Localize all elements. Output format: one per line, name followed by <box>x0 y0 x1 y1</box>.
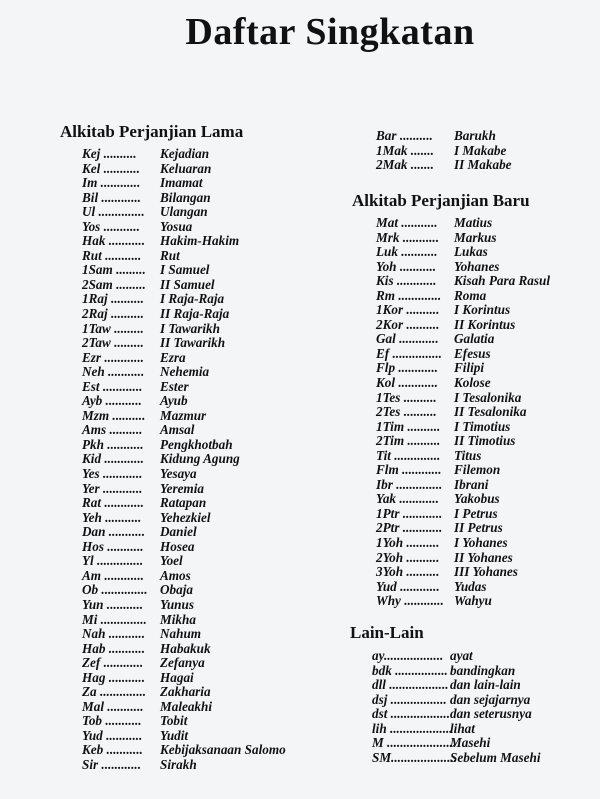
list-item <box>376 302 576 317</box>
full-name: Ester <box>160 378 189 394</box>
full-name: Bilangan <box>160 189 211 205</box>
full-name: II Yohanes <box>454 549 513 565</box>
abbreviation: Ezr ............ <box>82 349 144 365</box>
full-name: dan lain-lain <box>450 677 521 693</box>
list-item <box>376 230 576 245</box>
abbreviation: Ob .............. <box>82 582 148 598</box>
full-name: Nehemia <box>160 364 210 380</box>
list-item <box>376 520 576 535</box>
abbreviation: Yoh ........... <box>376 258 437 274</box>
full-name: Maleakhi <box>160 698 213 714</box>
list-item <box>82 670 322 685</box>
full-name: Kisah Para Rasul <box>454 273 551 289</box>
list-item <box>376 593 576 608</box>
full-name: Wahyu <box>454 593 492 609</box>
list-item <box>82 262 322 277</box>
list-item <box>82 321 322 336</box>
full-name: Hakim-Hakim <box>160 233 240 249</box>
list-item <box>82 291 322 306</box>
full-name: dan seterusnya <box>450 706 532 722</box>
full-name: Kidung Agung <box>160 451 240 467</box>
abbreviation: 2Taw ......... <box>82 335 144 351</box>
list-item <box>82 684 322 699</box>
list-item <box>376 244 576 259</box>
full-name: Pengkhotbah <box>160 436 233 452</box>
list-item <box>376 375 576 390</box>
full-name: I Timotius <box>454 418 511 434</box>
abbreviation: 1Yoh .......... <box>376 535 440 551</box>
abbreviation: Pkh ........... <box>82 436 144 452</box>
full-name: Ibrani <box>454 476 489 492</box>
full-name: I Samuel <box>160 262 210 278</box>
full-name: Imamat <box>160 175 203 191</box>
abbreviation: 1Tes .......... <box>376 389 437 405</box>
full-name: II Raja-Raja <box>160 306 230 322</box>
abbreviation: 1Kor .......... <box>376 302 440 318</box>
full-name: Yudas <box>454 578 487 594</box>
list-item <box>82 495 322 510</box>
abbreviation: Rm ............. <box>376 287 442 303</box>
full-name: Filipi <box>454 360 485 376</box>
full-name: I Raja-Raja <box>160 291 225 307</box>
full-name: Amsal <box>160 422 195 438</box>
abbreviation: Ayb ........... <box>82 393 142 409</box>
list-item <box>82 641 322 656</box>
list-item <box>82 190 322 205</box>
abbreviation: Kis ............ <box>376 273 437 289</box>
abbreviation: Kel ........... <box>82 160 140 176</box>
abbreviation: Mrk ........... <box>376 229 440 245</box>
list-item <box>82 408 322 423</box>
full-name: III Yohanes <box>454 564 518 580</box>
full-name: Barukh <box>454 128 496 143</box>
list-item <box>376 360 576 375</box>
list-item <box>82 306 322 321</box>
full-name: I Korintus <box>454 302 511 318</box>
list-item <box>82 422 322 437</box>
abbreviation: Hag ........... <box>82 669 146 685</box>
list-item <box>82 175 322 190</box>
full-name: Obaja <box>160 582 193 598</box>
abbreviation: dsj ................. <box>372 691 447 707</box>
abbreviation: Bil ............ <box>82 189 141 205</box>
abbreviation: Ibr .............. <box>376 476 443 492</box>
list-item <box>376 506 576 521</box>
page-title: Daftar Singkatan <box>185 11 475 53</box>
full-name: Ayub <box>160 393 188 409</box>
abbreviation: Mi .............. <box>82 611 147 627</box>
abbreviation: 1Mak ....... <box>376 142 434 158</box>
abbreviation: 2Sam ......... <box>82 276 146 292</box>
list-item <box>82 655 322 670</box>
list-item <box>82 757 322 772</box>
full-name: Yohanes <box>454 258 500 274</box>
list-item <box>82 568 322 583</box>
full-name: Mikha <box>160 611 196 627</box>
full-name: Yosua <box>160 218 193 234</box>
full-name: ayat <box>450 648 473 663</box>
full-name: Yehezkiel <box>160 509 211 525</box>
list-item <box>372 677 572 692</box>
abbreviation: ay.................. <box>372 648 444 663</box>
full-name: Keluaran <box>160 160 212 176</box>
list-item <box>372 663 572 678</box>
full-name: II Petrus <box>454 520 503 536</box>
full-name: Matius <box>454 215 493 230</box>
abbreviation: Why ............ <box>376 593 444 609</box>
list-item <box>376 491 576 506</box>
abbreviation: Tob ........... <box>82 713 142 729</box>
list-item <box>82 539 322 554</box>
abbreviation: Kid ............ <box>82 451 144 467</box>
list-item <box>376 419 576 434</box>
abbreviation: lih ................... <box>372 720 453 736</box>
abbreviation: 1Sam ......... <box>82 262 146 278</box>
abbreviation: Tit .............. <box>376 447 441 463</box>
full-name: lihat <box>450 720 475 736</box>
list-item <box>82 612 322 627</box>
list-item <box>376 448 576 463</box>
full-name: Kolose <box>454 375 491 391</box>
list-item <box>82 219 322 234</box>
full-name: Nahum <box>160 626 202 642</box>
list-item <box>82 713 322 728</box>
abbreviation: M ..................... <box>372 735 457 751</box>
abbreviation: Rat ............ <box>82 495 144 511</box>
abbreviation: Ul .............. <box>82 204 145 220</box>
abbreviation: Keb ........... <box>82 742 143 758</box>
full-name: Hagai <box>160 669 194 685</box>
list-item <box>376 288 576 303</box>
abbreviation: Yeh ........... <box>82 509 142 525</box>
abbreviation: dll .................. <box>372 677 449 693</box>
abbreviation: bdk ................ <box>372 662 448 678</box>
list-item <box>82 466 322 481</box>
full-name: Hosea <box>160 538 195 554</box>
full-name: Efesus <box>454 345 491 361</box>
list-item <box>376 550 576 565</box>
list-item <box>376 157 576 172</box>
full-name: II Timotius <box>454 433 516 449</box>
list-item <box>82 742 322 757</box>
list-item <box>376 477 576 492</box>
full-name: Kejadian <box>160 146 210 161</box>
abbreviation: Rut ........... <box>82 247 142 263</box>
full-name: Galatia <box>454 331 495 347</box>
full-name: bandingkan <box>450 662 516 678</box>
list-item <box>372 750 572 765</box>
list-item <box>376 404 576 419</box>
list-item <box>376 433 576 448</box>
abbreviation: Hos ........... <box>82 538 144 554</box>
full-name: Sebelum Masehi <box>450 749 541 765</box>
abbreviation: Kej .......... <box>82 146 137 161</box>
full-name: dan sejajarnya <box>450 691 531 707</box>
list-item <box>376 331 576 346</box>
list-item <box>82 626 322 641</box>
abbreviation: 1Taw ......... <box>82 320 144 336</box>
full-name: Sirakh <box>160 756 197 772</box>
list-item <box>372 706 572 721</box>
list-item <box>82 728 322 743</box>
list-item <box>82 524 322 539</box>
list-item <box>376 128 576 143</box>
abbreviation: Mzm .......... <box>82 407 146 423</box>
full-name: II Korintus <box>454 316 516 332</box>
list-item <box>376 462 576 477</box>
abbreviation: Neh ........... <box>82 364 145 380</box>
abbreviation: 1Ptr ............ <box>376 505 443 521</box>
list-item <box>372 735 572 750</box>
section-heading-lain: Lain-Lain <box>350 623 424 642</box>
full-name: Ulangan <box>160 204 208 220</box>
abbreviation: Yl .............. <box>82 553 144 569</box>
list-item <box>82 146 322 161</box>
abbreviation: Yud ............ <box>376 578 440 594</box>
full-name: Zefanya <box>160 655 205 671</box>
list-item <box>82 204 322 219</box>
full-name: Yunus <box>160 596 194 612</box>
full-name: I Makabe <box>454 142 507 158</box>
full-name: Yeremia <box>160 480 204 496</box>
abbreviation: Mat ........... <box>376 215 438 230</box>
list-item <box>82 161 322 176</box>
full-name: Habakuk <box>160 640 211 656</box>
abbreviation: Est ............ <box>82 378 143 394</box>
abbreviation: 2Mak ....... <box>376 157 434 173</box>
abbreviation: Flp ............ <box>376 360 438 376</box>
abbreviation: 2Tes .......... <box>376 404 437 420</box>
full-name: Kebijaksanaan Salomo <box>160 742 286 758</box>
list-item <box>82 335 322 350</box>
list-item <box>376 215 576 230</box>
full-name: I Yohanes <box>454 535 508 551</box>
abbreviation: 3Yoh .......... <box>376 564 440 580</box>
list-item <box>82 364 322 379</box>
full-name: II Tesalonika <box>454 404 527 420</box>
list-item <box>376 564 576 579</box>
list-item <box>376 273 576 288</box>
abbreviation: Zef ............ <box>82 655 144 671</box>
full-name: Ratapan <box>160 495 207 511</box>
abbreviation: Ef ............... <box>376 345 442 361</box>
abbreviation: Ams .......... <box>82 422 143 438</box>
full-name: Titus <box>454 447 482 463</box>
abbreviation: 2Yoh .......... <box>376 549 440 565</box>
full-name: Markus <box>454 229 497 245</box>
full-name: II Makabe <box>454 157 512 173</box>
full-name: Yudit <box>160 727 189 743</box>
abbreviation: Luk ........... <box>376 244 438 260</box>
list-item <box>82 379 322 394</box>
list-item <box>372 648 572 663</box>
full-name: Masehi <box>450 735 491 751</box>
full-name: Yoel <box>160 553 183 569</box>
list-item <box>82 248 322 263</box>
abbreviation: dst .................. <box>372 706 451 722</box>
list-item <box>376 579 576 594</box>
abbreviation: 2Tim .......... <box>376 433 441 449</box>
list-item <box>82 510 322 525</box>
full-name: Daniel <box>160 524 197 540</box>
abbreviation: 1Raj .......... <box>82 291 144 307</box>
full-name: Lukas <box>454 244 488 260</box>
section-heading-lama: Alkitab Perjanjian Lama <box>60 122 244 141</box>
full-name: Tobit <box>160 713 188 729</box>
full-name: I Tawarikh <box>160 320 220 336</box>
list-item <box>376 346 576 361</box>
list-lama-cont <box>376 128 576 172</box>
abbreviation: Flm ............ <box>376 462 442 478</box>
full-name: Rut <box>160 247 180 263</box>
full-name: Filemon <box>454 462 501 478</box>
full-name: Zakharia <box>160 684 211 700</box>
list-lama <box>82 146 322 772</box>
abbreviation: Mal ........... <box>82 698 144 714</box>
full-name: Roma <box>454 287 487 303</box>
abbreviation: Yos ........... <box>82 218 140 234</box>
list-item <box>372 721 572 736</box>
abbreviation: Yer ............ <box>82 480 143 496</box>
list-item <box>82 451 322 466</box>
abbreviation: 1Tim .......... <box>376 418 441 434</box>
full-name: II Tawarikh <box>160 335 226 351</box>
abbreviation: Dan ........... <box>82 524 146 540</box>
abbreviation: Hab ........... <box>82 640 146 656</box>
full-name: Yakobus <box>454 491 500 507</box>
abbreviation: SM.................... <box>372 749 457 765</box>
list-item <box>82 437 322 452</box>
abbreviation: Za .............. <box>82 684 147 700</box>
abbreviation: 2Ptr ............ <box>376 520 443 536</box>
list-item <box>376 535 576 550</box>
abbreviation: Bar .......... <box>376 128 433 143</box>
list-item <box>82 233 322 248</box>
list-item <box>376 317 576 332</box>
full-name: Ezra <box>160 349 186 365</box>
abbreviation: Kol ............ <box>376 375 438 391</box>
list-baru <box>376 215 576 608</box>
full-name: II Samuel <box>160 276 215 292</box>
list-item <box>376 143 576 158</box>
abbreviation: Im ............ <box>82 175 141 191</box>
list-item <box>82 597 322 612</box>
abbreviation: Am ............ <box>82 567 144 583</box>
abbreviation: Yak ............ <box>376 491 439 507</box>
full-name: Amos <box>160 567 191 583</box>
abbreviation: Gal ............ <box>376 331 439 347</box>
full-name: Mazmur <box>160 407 207 423</box>
list-item <box>82 350 322 365</box>
abbreviation: Nah ........... <box>82 626 146 642</box>
full-name: I Petrus <box>454 505 498 521</box>
list-item <box>376 390 576 405</box>
abbreviation: Sir ............ <box>82 756 141 772</box>
list-item <box>372 692 572 707</box>
list-item <box>82 481 322 496</box>
abbreviation: 2Raj .......... <box>82 306 144 322</box>
abbreviation: Hak ........... <box>82 233 146 249</box>
abbreviation: 2Kor .......... <box>376 316 440 332</box>
abbreviation: Yun ........... <box>82 596 144 612</box>
list-lain <box>372 648 572 764</box>
list-item <box>82 393 322 408</box>
list-item <box>82 553 322 568</box>
full-name: I Tesalonika <box>454 389 522 405</box>
section-heading-baru: Alkitab Perjanjian Baru <box>352 191 530 210</box>
list-item <box>82 277 322 292</box>
list-item <box>82 699 322 714</box>
abbreviation: Yes ............ <box>82 466 143 482</box>
full-name: Yesaya <box>160 466 197 482</box>
list-item <box>376 259 576 274</box>
list-item <box>82 582 322 597</box>
abbreviation: Yud ........... <box>82 727 143 743</box>
